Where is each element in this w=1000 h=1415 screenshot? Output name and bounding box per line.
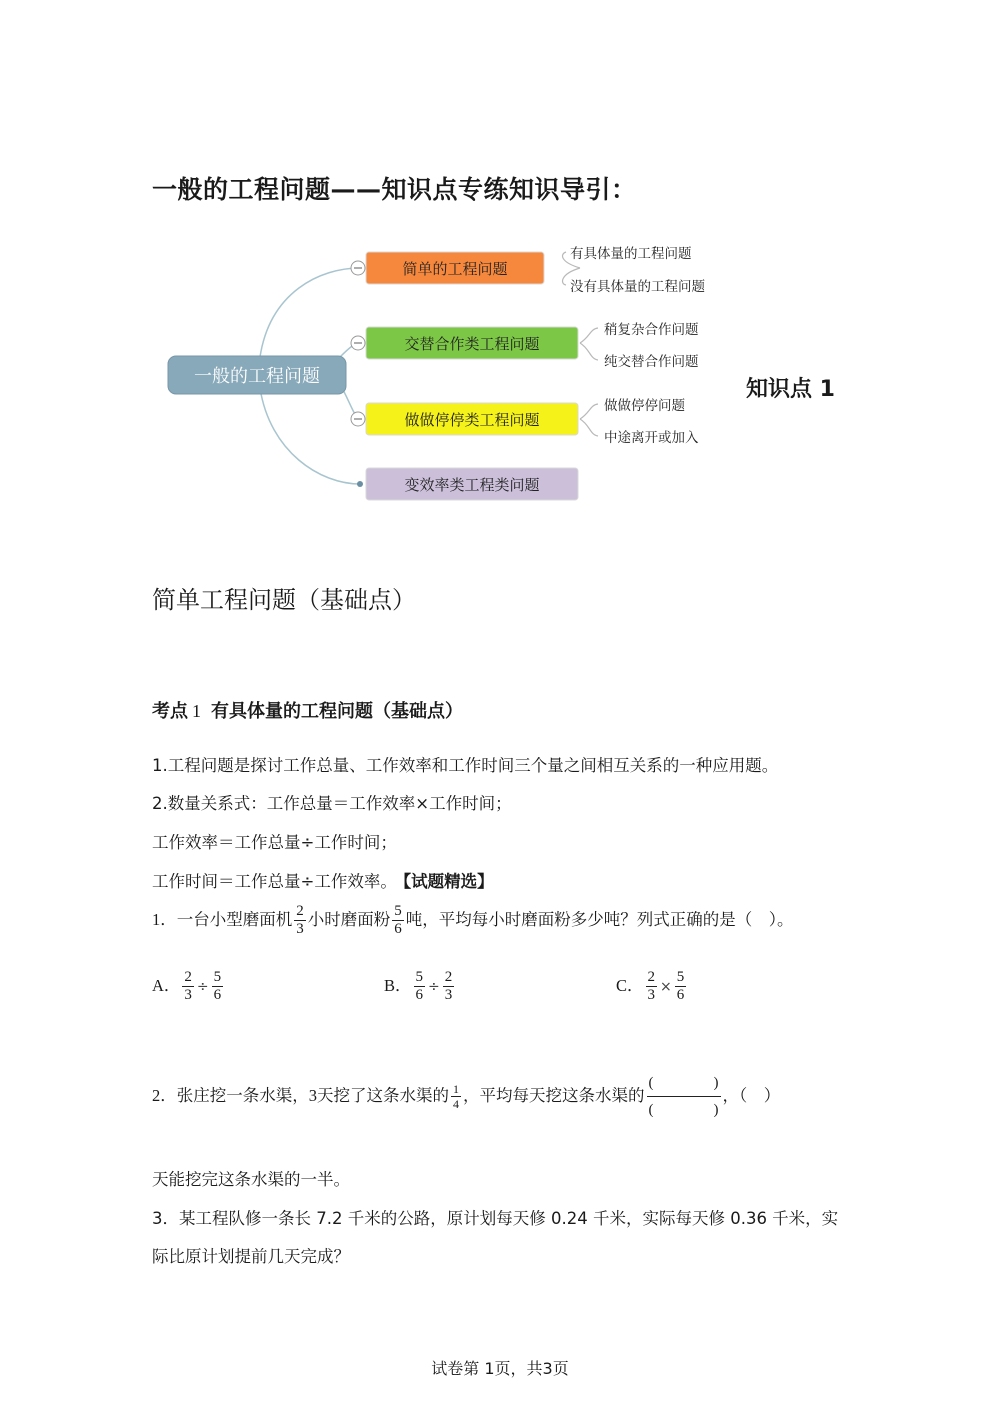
mind-root-label: 一般的工程问题: [194, 366, 320, 387]
denominator: 3: [296, 921, 304, 937]
mind-connector: [260, 268, 360, 357]
mind-sub-label: 中途离开或加入: [604, 430, 699, 446]
fraction: [675, 969, 687, 1004]
section-title: 简单工程问题（基础点）: [152, 586, 416, 614]
mind-sub-label: 稍复杂合作问题: [604, 322, 699, 338]
numerator: 5: [213, 969, 222, 985]
exam-point-prefix: 考点: [152, 701, 188, 722]
question-1: [152, 903, 794, 938]
question-number: 1．: [152, 910, 177, 929]
fraction: [212, 969, 224, 1004]
mind-connector: [580, 343, 598, 360]
denominator: 3: [647, 987, 656, 1003]
question-2: [152, 1070, 780, 1123]
mind-branch-2: [351, 321, 699, 370]
days-value: 3: [308, 1086, 317, 1105]
mind-map: [160, 232, 760, 512]
question-text: 小时磨面粉: [307, 910, 391, 929]
question-3: 3．某工程队修一条长 7.2 千米的公路，原计划每天修 0.24 千米，实际每天修 0.36 千米，实: [152, 1209, 839, 1228]
option-c[interactable]: [616, 969, 688, 1004]
mind-sub-label: 没有具体量的工程问题: [570, 279, 705, 295]
numerator: 2: [444, 969, 453, 985]
denominator: 6: [676, 987, 685, 1003]
denominator: 3: [184, 987, 192, 1003]
option-b[interactable]: [384, 969, 456, 1004]
mind-branch-label: 简单的工程问题: [402, 260, 508, 278]
question-text: ，平均每天挖这条水渠的: [463, 1086, 645, 1105]
numerator: 2: [184, 969, 192, 985]
option-label: C．: [616, 976, 644, 995]
page-footer: 试卷第 1页，共3页: [431, 1359, 569, 1378]
fraction: [451, 1082, 461, 1111]
option-label: B．: [384, 976, 412, 995]
fraction: [414, 969, 426, 1004]
mind-connector: [580, 419, 598, 436]
note-line: [152, 868, 494, 892]
mind-sub-label: 纯交替合作问题: [604, 354, 699, 370]
knowledge-point-label: 知识点 1: [746, 377, 835, 402]
question-text: 吨，平均每小时磨面粉多少吨？列式正确的是（ ）。: [405, 910, 794, 929]
answer-blank-denominator[interactable]: ( ): [647, 1096, 721, 1123]
mind-sub-label: 有具体量的工程问题: [570, 246, 692, 262]
exam-point-number: 1: [192, 701, 201, 721]
operator: ÷: [428, 978, 440, 995]
mind-branch-1: [351, 245, 705, 295]
question-2-continued: 天能挖完这条水渠的一半。: [152, 1170, 350, 1189]
numerator: 5: [676, 969, 685, 985]
mind-branch-4: [357, 468, 578, 500]
note-line: 工作效率＝工作总量÷工作时间；: [152, 833, 397, 852]
mind-branch-label: 交替合作类工程问题: [404, 335, 540, 353]
mind-sub-label: 做做停停问题: [604, 398, 685, 414]
option-label: A．: [152, 976, 181, 995]
option-a[interactable]: [152, 969, 225, 1004]
numerator: 5: [394, 903, 402, 919]
question-text: 天挖了这条水渠的: [317, 1086, 449, 1105]
page-title: 一般的工程问题——知识点专练知识导引：: [152, 175, 637, 204]
exam-point-heading: [152, 697, 463, 723]
denominator: 6: [213, 987, 222, 1003]
operator: ÷: [196, 978, 209, 995]
answer-blank-fraction[interactable]: [647, 1070, 721, 1123]
denominator: 3: [444, 987, 453, 1003]
mind-branch-label: 变效率类工程类问题: [404, 476, 540, 494]
operator: ×: [660, 978, 672, 995]
denominator: 4: [453, 1097, 459, 1111]
fraction: [294, 903, 306, 938]
question-number: 2．: [152, 1086, 177, 1105]
question-3-continued: 际比原计划提前几天完成？: [152, 1247, 350, 1266]
fraction: [443, 969, 455, 1004]
fraction: [182, 969, 194, 1004]
mind-connector: [580, 404, 598, 419]
mind-connector: [580, 328, 598, 343]
exam-point-title: 有具体量的工程问题（基础点）: [211, 701, 463, 722]
question-text: ，（ ）: [722, 1086, 781, 1105]
note-line: 2.数量关系式：工作总量＝工作效率×工作时间；: [152, 794, 512, 813]
numerator: 5: [415, 969, 424, 985]
mind-branch-3: [351, 398, 699, 446]
answer-blank-numerator[interactable]: ( ): [648, 1075, 719, 1091]
denominator: 6: [415, 987, 424, 1003]
fraction: [646, 969, 658, 1004]
note-text: 工作时间＝工作总量÷工作效率。: [152, 872, 397, 891]
numerator: 2: [647, 969, 656, 985]
selected-questions-label: 【试题精选】: [402, 872, 494, 891]
fraction: [392, 903, 404, 938]
question-text: 一台小型磨面机: [176, 910, 293, 929]
mind-branch-label: 做做停停类工程问题: [404, 411, 540, 429]
mind-connector: [260, 388, 360, 484]
denominator: 6: [394, 921, 402, 937]
note-line: 1.工程问题是探讨工作总量、工作效率和工作时间三个量之间相互关系的一种应用题。: [152, 756, 779, 775]
numerator: 1: [453, 1082, 459, 1096]
numerator: 2: [296, 903, 304, 919]
question-text: 张庄挖一条水渠，: [176, 1086, 309, 1105]
